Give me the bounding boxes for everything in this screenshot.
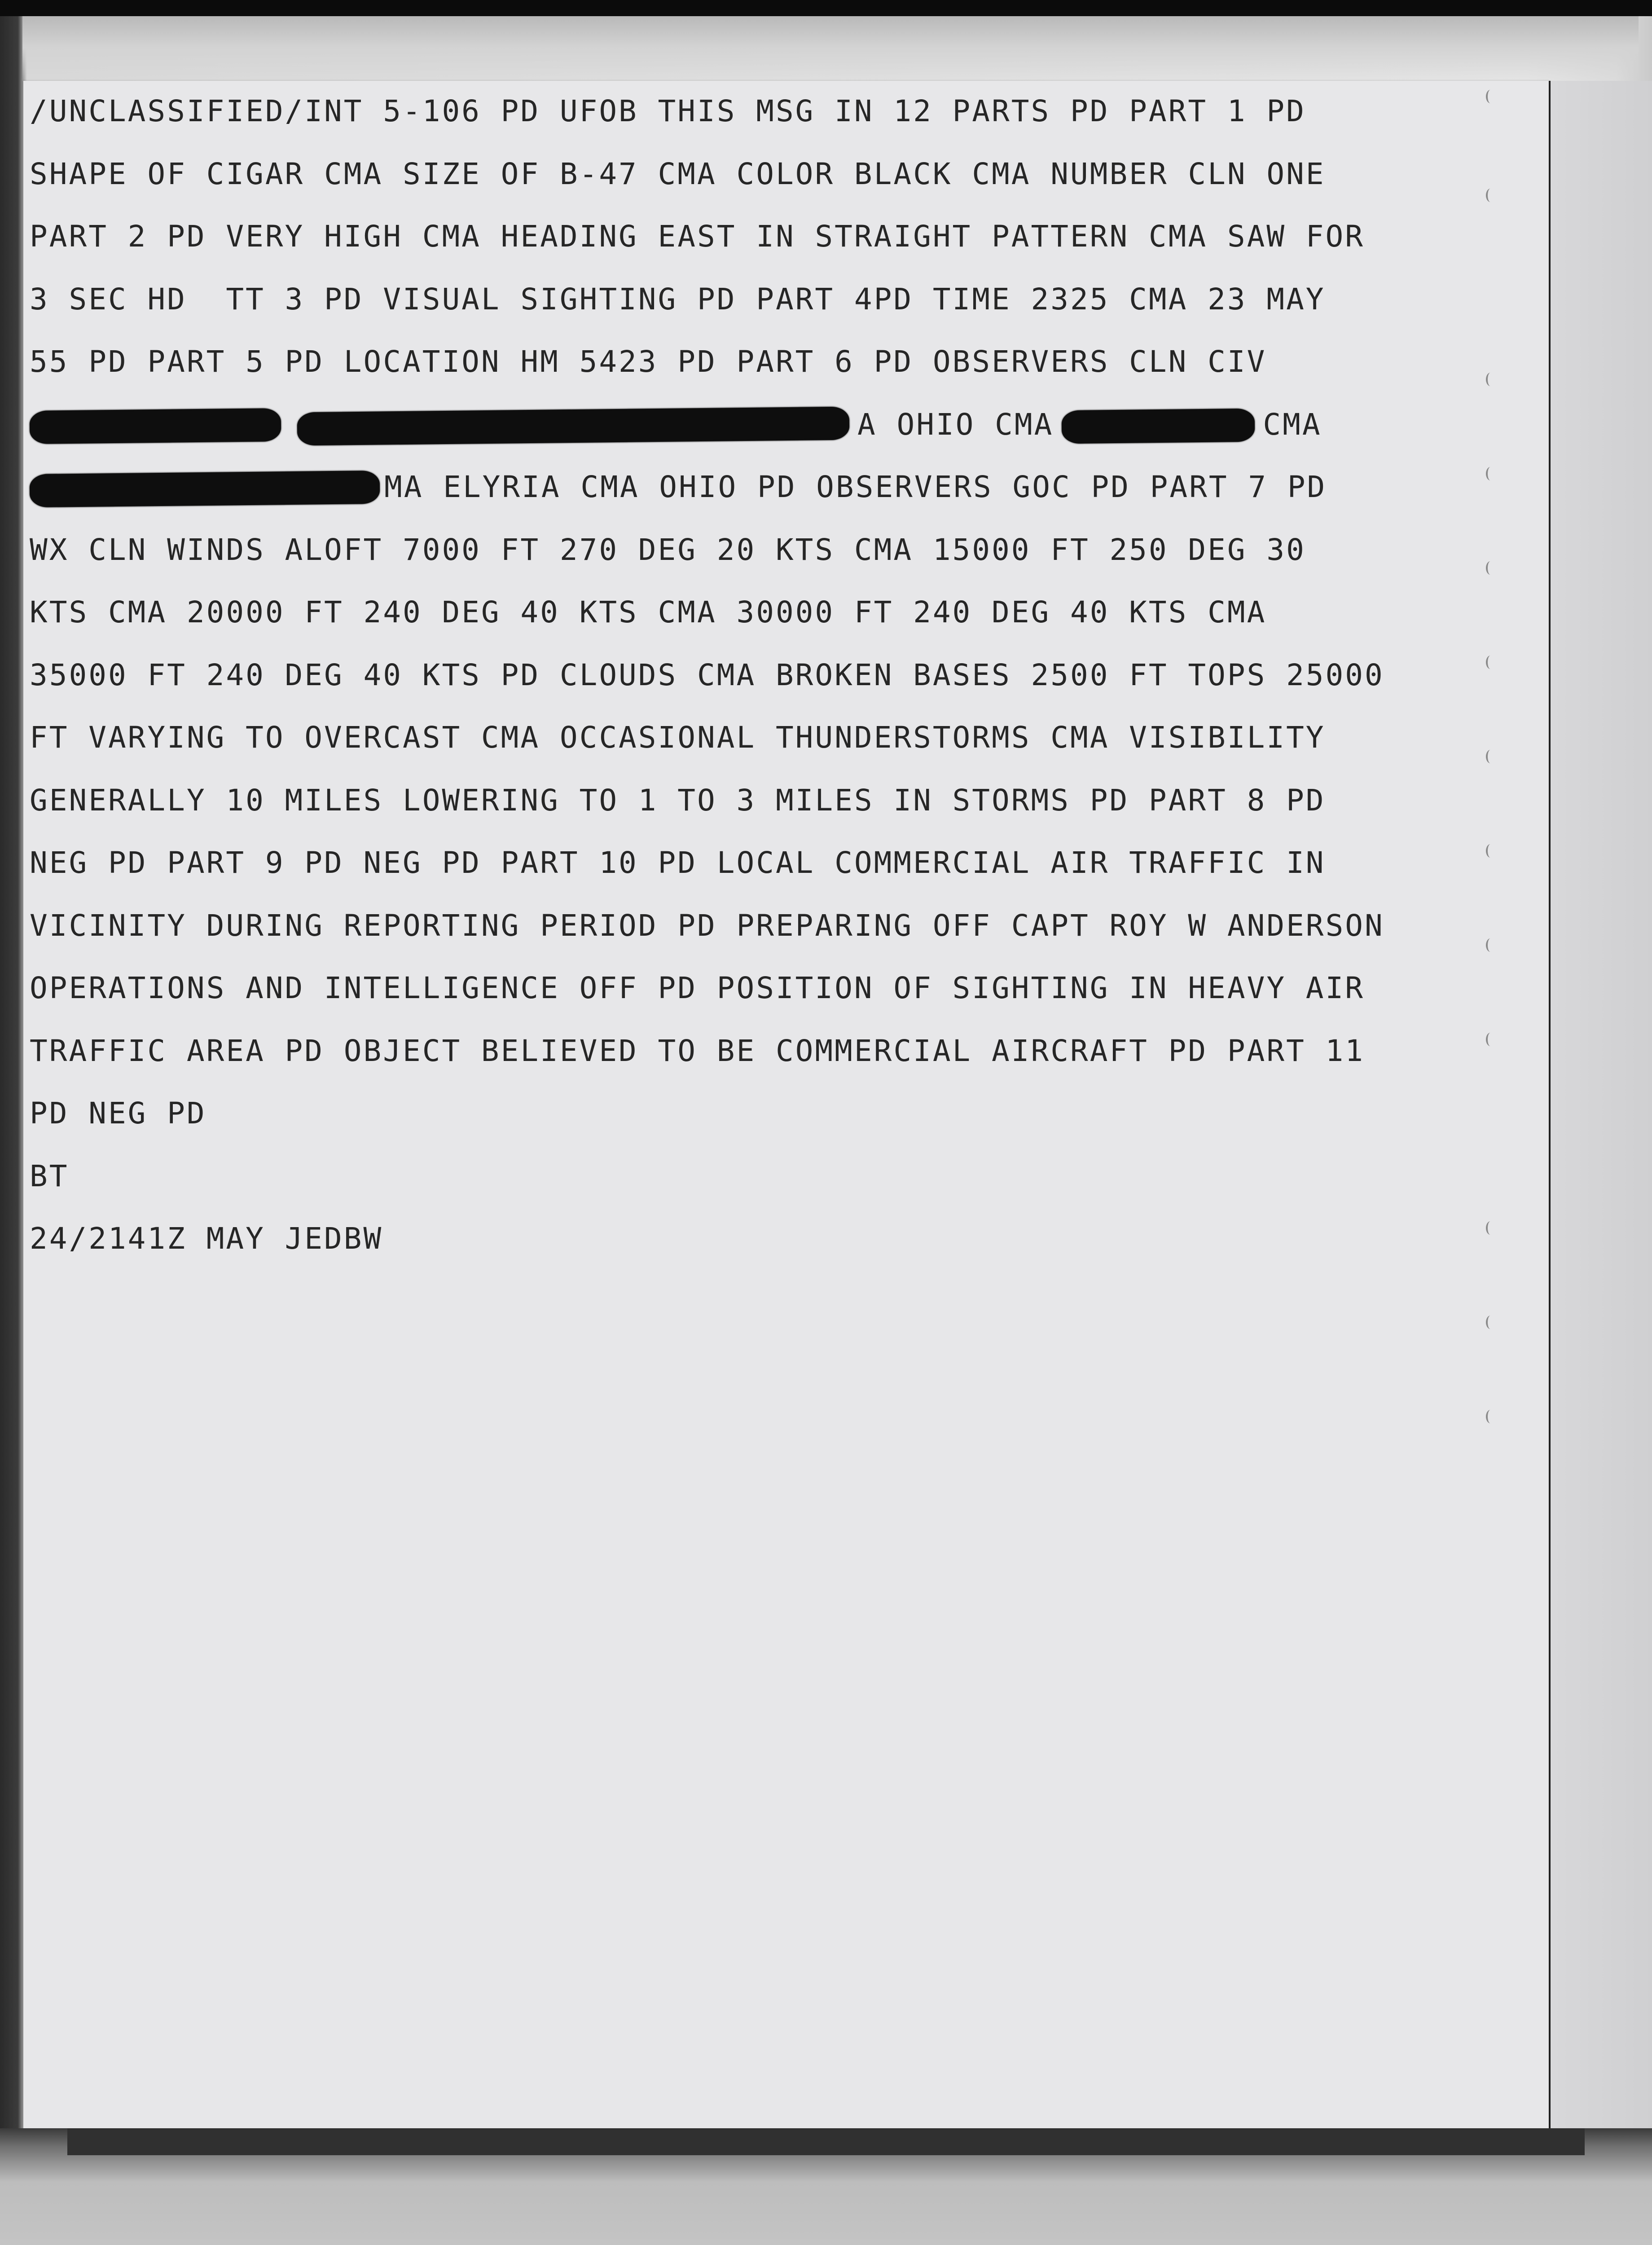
message-line: NEG PD PART 9 PD NEG PD PART 10 PD LOCAL COMMERCIAL AIR TRAFFIC IN	[30, 845, 1326, 880]
message-line: GENERALLY 10 MILES LOWERING TO 1 TO 3 MILES IN STORMS PD PART 8 PD	[30, 783, 1326, 818]
redaction-mark	[297, 407, 850, 446]
message-line: KTS CMA 20000 FT 240 DEG 40 KTS CMA 30000 FT 240 DEG 40 KTS CMA	[30, 595, 1267, 629]
message-line: SHAPE OF CIGAR CMA SIZE OF B-47 CMA COLOR BLACK CMA NUMBER CLN ONE	[30, 156, 1326, 191]
message-line: 3 SEC HD TT 3 PD VISUAL SIGHTING PD PART 4PD TIME 2325 CMA 23 MAY	[30, 282, 1326, 317]
message-line: TRAFFIC AREA PD OBJECT BELIEVED TO BE COMMERCIAL AIRCRAFT PD PART 11	[30, 1033, 1365, 1068]
scan-top-edge	[0, 0, 1652, 16]
redaction-mark	[1062, 409, 1255, 444]
binding-hole-mark	[1486, 1410, 1495, 1423]
message-line: WX CLN WINDS ALOFT 7000 FT 270 DEG 20 KTS CMA 15000 FT 250 DEG 30	[30, 532, 1306, 567]
binding-hole-mark	[1486, 1316, 1495, 1329]
message-line: OPERATIONS AND INTELLIGENCE OFF PD POSITION OF SIGHTING IN HEAVY AIR	[30, 971, 1365, 1005]
page-margin-strip	[1551, 81, 1652, 2128]
redaction-mark	[30, 471, 380, 507]
message-line-redacted	[30, 456, 1511, 519]
teletype-message	[30, 80, 1511, 1270]
message-fragment: CMA	[1263, 407, 1322, 442]
message-line: VICINITY DURING REPORTING PERIOD PD PREPARING OFF CAPT ROY W ANDERSON	[30, 908, 1384, 943]
message-line: 55 PD PART 5 PD LOCATION HM 5423 PD PART 6 PD OBSERVERS CLN CIV	[30, 344, 1267, 379]
message-line: 35000 FT 240 DEG 40 KTS PD CLOUDS CMA BROKEN BASES 2500 FT TOPS 25000	[30, 657, 1384, 692]
message-fragment: MA ELYRIA CMA OHIO PD OBSERVERS GOC PD PART 7 PD	[384, 470, 1327, 504]
redaction-mark	[30, 409, 281, 445]
message-line: FT VARYING TO OVERCAST CMA OCCASIONAL THUNDERSTORMS CMA VISIBILITY	[30, 720, 1326, 755]
page-bottom-shadow	[67, 2128, 1585, 2155]
scan-top-fade	[22, 16, 1639, 84]
message-line: PD NEG PD	[30, 1096, 206, 1131]
message-line: /UNCLASSIFIED/INT 5-106 PD UFOB THIS MSG IN 12 PARTS PD PART 1 PD	[30, 94, 1306, 128]
message-fragment: A OHIO CMA	[857, 407, 1054, 442]
message-line: PART 2 PD VERY HIGH CMA HEADING EAST IN STRAIGHT PATTERN CMA SAW FOR	[30, 219, 1365, 254]
message-line: 24/2141Z MAY JEDBW	[30, 1221, 383, 1256]
message-line-redacted	[30, 393, 1511, 456]
message-line: BT	[30, 1158, 69, 1193]
